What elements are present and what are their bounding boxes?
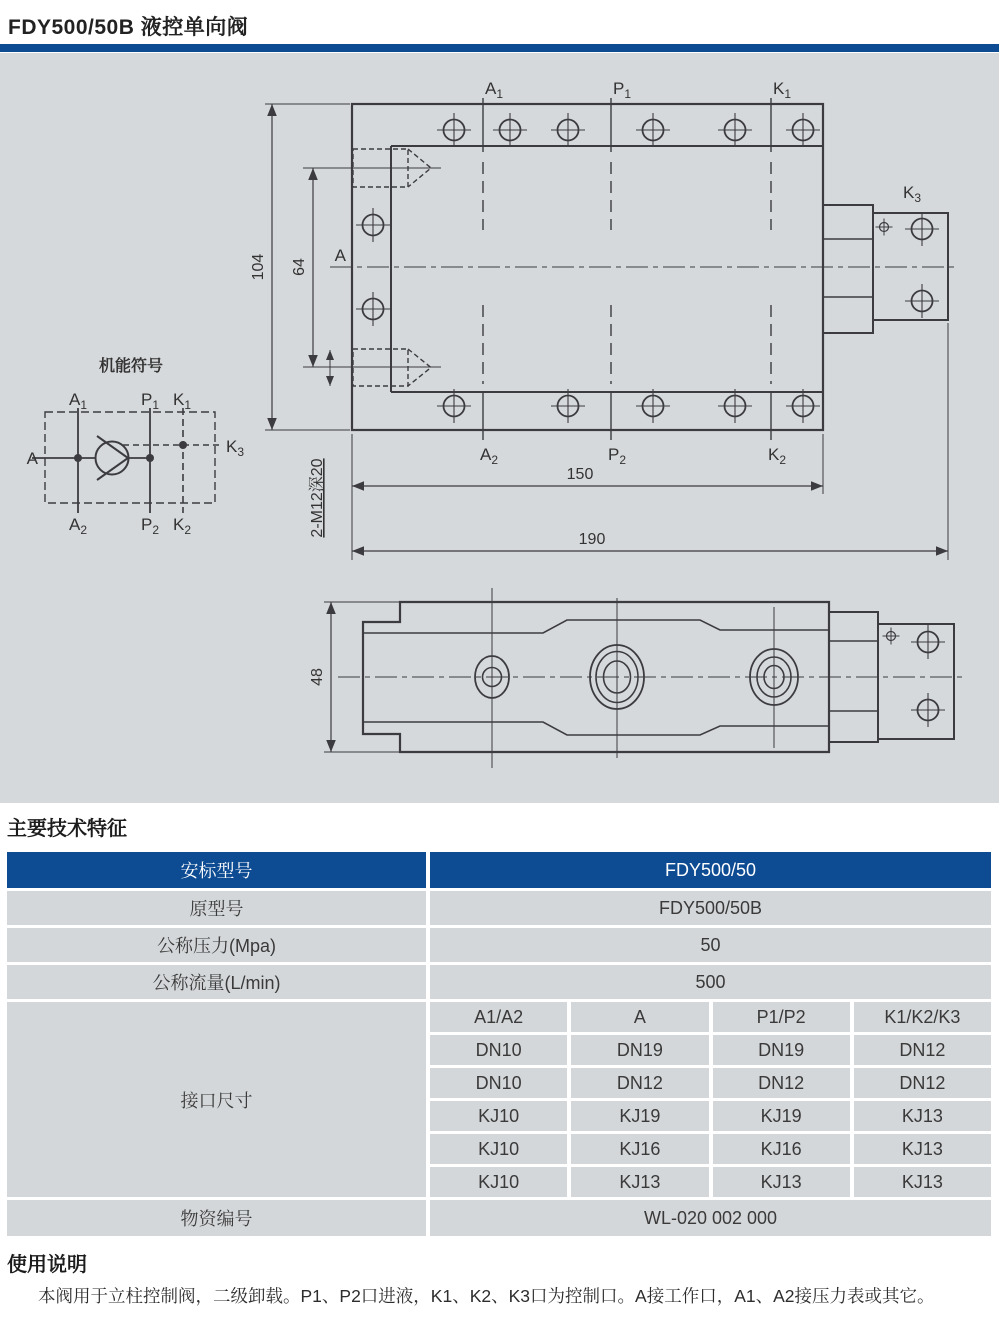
row-label: 原型号 (7, 891, 426, 925)
port-label-p2: $P_2$ (607, 445, 627, 467)
row-value: FDY500/50B (430, 891, 991, 925)
port-col-header: K1/K2/K3 (854, 1002, 991, 1032)
port-size-cell: KJ19 (713, 1101, 850, 1131)
port-size-cell: KJ10 (430, 1167, 567, 1197)
port-size-row (430, 1035, 991, 1065)
fs-label-p2: $P_2$ (140, 515, 160, 537)
port-label-p1: $P_1$ (612, 79, 632, 101)
fs-label-k3: $K_3$ (226, 437, 245, 459)
port-size-cell: KJ19 (571, 1101, 708, 1131)
port-size-cell: DN12 (854, 1068, 991, 1098)
port-size-cell: DN19 (713, 1035, 850, 1065)
row-label: 安标型号 (7, 852, 426, 888)
dim-190: 190 (578, 531, 606, 548)
port-col-header: A1/A2 (430, 1002, 567, 1032)
table-row (7, 965, 991, 999)
port-size-cell: KJ16 (713, 1134, 850, 1164)
port-size-grid (430, 1002, 991, 1197)
port-size-cell: KJ10 (430, 1134, 567, 1164)
dim-thread-note: 2-M12深20 (309, 458, 326, 538)
table-row (7, 1200, 991, 1236)
dim-150: 150 (566, 466, 594, 483)
fs-label-a2: $A_2$ (68, 515, 88, 537)
row-label: 公称流量(L/min) (7, 965, 426, 999)
port-size-cell: KJ10 (430, 1101, 567, 1131)
port-size-row (430, 1134, 991, 1164)
port-size-cell: KJ13 (713, 1167, 850, 1197)
row-label: 公称压力(Mpa) (7, 928, 426, 962)
page-title: FDY500/50B 液控单向阀 (8, 16, 249, 39)
port-size-row (430, 1068, 991, 1098)
row-label: 物资编号 (7, 1200, 426, 1236)
usage-text: 本阀用于立柱控制阀，二级卸载。P1、P2口进液，K1、K2、K3口为控制口。A接工作口，A1、A2接压力表或其它。 (38, 1286, 935, 1306)
fs-label-a1: $A_1$ (68, 390, 88, 412)
port-size-cell: KJ13 (854, 1167, 991, 1197)
specs-heading: 主要技术特征 (7, 818, 127, 840)
row-value: 50 (430, 928, 991, 962)
port-size-label: 接口尺寸 (7, 1002, 426, 1197)
technical-drawing (0, 53, 999, 803)
port-label-k1: $K_1$ (772, 79, 792, 101)
fs-label-a: A (26, 449, 38, 468)
function-symbol-title: 机能符号 (98, 358, 164, 375)
dim-104: 104 (250, 253, 267, 281)
port-size-row (430, 1167, 991, 1197)
port-label-a2: $A_2$ (479, 445, 499, 467)
port-size-cell: KJ13 (854, 1101, 991, 1131)
fs-label-p1: $P_1$ (140, 390, 160, 412)
fs-label-k2: $K_2$ (172, 515, 192, 537)
dim-64: 64 (291, 258, 308, 276)
table-row (7, 891, 991, 925)
port-size-row (430, 1101, 991, 1131)
row-value: WL-020 002 000 (430, 1200, 991, 1236)
port-size-cell: DN19 (571, 1035, 708, 1065)
port-size-cell: KJ13 (854, 1134, 991, 1164)
port-label-a1: $A_1$ (484, 79, 504, 101)
usage-heading: 使用说明 (7, 1254, 87, 1276)
port-size-cell: KJ13 (571, 1167, 708, 1197)
port-label-k3: $K_3$ (902, 183, 922, 205)
port-size-header-row (430, 1002, 991, 1032)
port-size-cell: DN10 (430, 1035, 567, 1065)
spec-table (7, 852, 991, 1236)
dim-48: 48 (309, 668, 326, 686)
port-label-k2: $K_2$ (767, 445, 787, 467)
port-size-block (7, 1002, 991, 1197)
port-col-header: A (571, 1002, 708, 1032)
port-size-cell: DN10 (430, 1068, 567, 1098)
row-value: FDY500/50 (430, 852, 991, 888)
port-size-cell: DN12 (571, 1068, 708, 1098)
row-value: 500 (430, 965, 991, 999)
table-row (7, 928, 991, 962)
table-row (7, 852, 991, 888)
accent-bar (0, 44, 999, 52)
port-size-cell: KJ16 (571, 1134, 708, 1164)
fs-label-k1: $K_1$ (172, 390, 192, 412)
port-col-header: P1/P2 (713, 1002, 850, 1032)
drawing-panel (0, 53, 999, 803)
port-label-a: A (334, 246, 346, 265)
port-size-cell: DN12 (713, 1068, 850, 1098)
port-size-cell: DN12 (854, 1035, 991, 1065)
